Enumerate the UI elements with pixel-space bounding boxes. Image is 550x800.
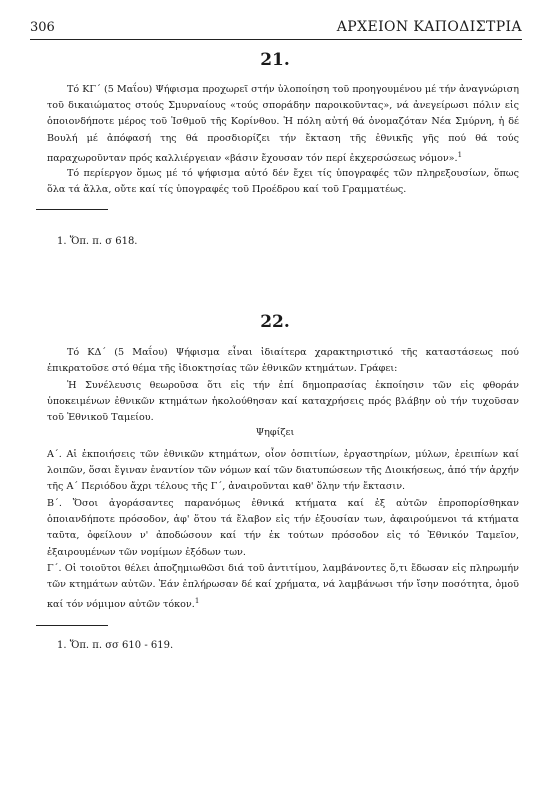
document-21-number: 21.	[260, 50, 290, 70]
decrees-heading: Ψηφίζει	[255, 427, 295, 438]
footnote-marker: 1	[457, 150, 463, 159]
document-21-footnote: 1. Ὅπ. π. σ 618.	[57, 236, 138, 247]
footnote-marker: 1	[194, 597, 200, 606]
item-a: Α΄. Αἱ ἐκποιήσεις τῶν ἐθνικῶν κτημάτων, οἷον ὀσπιτίων, ἐργαστηρίων, μύλων, ἐρειπίων καί λοιπῶν, ὅσαι ἔγιναν ἐναντίον τῶν νόμων καί τῶν διατυπώσεων τῆς Διοικήσεως, ἀπό τήν ἀρχήν τῆς Α΄ Περιόδου ἄχρι τέλους τῆς Γ΄, ἀναιροῦνται καθ' ὅλην τήν ἔκτασιν.	[47, 449, 519, 493]
item-c-text: Γ΄. Οἱ τοιοῦτοι θέλει ἀποζημιωθῶσι διά τοῦ ἀντιτίμου, λαμβάνοντες ὅ,τι ἔδωσαν εἰς πληρωμήν τῶν κτημάτων αὐτῶν. Ἐάν ἐπλήρωσαν δέ καί χρήματα, νά λαμβάνωσι τήν ἴσην ποσότητα, ὁμοῦ καί τόν νόμιμον αὐτῶν τόκον.	[47, 563, 519, 611]
item-c	[47, 561, 519, 614]
footnote-rule	[36, 209, 108, 210]
item-b: Β΄. Ὅσοι ἀγοράσαντες παρανόμως ἐθνικά κτήματα καί ἐξ αὐτῶν ἐπροπορίσθηκαν ὁποιανδήποτε πρόσοδον, ἀφ' ὅτου τά ἔλαβον εἰς τήν ἐξουσίαν των, ἀφαιρούμενοι τά κτήματα ταῦτα, ὀφείλουν ν' ἀποδώσουν καί τήν ἐκ τούτων πρόσοδον εἰς τό Ἐθνικόν Ταμεῖον, ἐξαιρουμένων τῶν νομίμων ἐξόδων των.	[47, 498, 519, 558]
document-21-paragraph-1	[47, 82, 519, 167]
document-22-footnote: 1. Ὅπ. π. σσ 610 - 619.	[57, 640, 174, 651]
document-21-paragraph-1-text: Τό ΚΓ΄ (5 Μαΐου) Ψήφισμα προχωρεῖ στήν ὑλοποίηση τοῦ προηγουμένου μέ τήν ἀναγνώριση τοῦ δικαιώματος στούς Σμυρναίους «τούς σποράδην παροικοῦντας», νά ἀνεγείρωσι πόλιν εἰς ὁποιονδήποτε μέρος τοῦ Ἰσθμοῦ τῆς Κορίνθου. Ἡ πόλη αὐτή θά ὀνομαζόταν Νέα Σμύρνη, ἡ δέ Βουλή μέ ἀπόφασή της θά προσδιορίζει τήν ἔκταση τῆς ἐθνικῆς γῆς πού θά τούς παραχωροῦνταν πρός καλλιέργειαν «βάσιν ἔχουσαν τόν περί ἐκχερσώσεως νόμον».	[47, 84, 519, 164]
document-21-paragraph-2: Τό περίεργον ὅμως μέ τό ψήφισμα αὐτό δέν ἔχει τίς ὑπογραφές τῶν πληρεξουσίων, ὅπως ὅλα τά ἄλλα, οὔτε καί τίς ὑπογραφές τοῦ Προέδρου καί τοῦ Γραμματέως.	[47, 168, 519, 196]
page-number: 306	[30, 20, 55, 35]
footnote-rule	[36, 625, 108, 626]
document-22-number: 22.	[260, 312, 290, 332]
document-22-intro: Τό ΚΔ΄ (5 Μαΐου) Ψήφισμα εἶναι ἰδιαίτερα χαρακτηριστικό τῆς καταστάσεως πού ἐπικρατοῦσε στό θέμα τῆς ἰδιοκτησίας τῶν ἐθνικῶν κτημάτων. Γράφει:	[47, 347, 519, 375]
document-22-quote: Ἡ Συνέλευσις θεωροῦσα ὅτι εἰς τήν ἐπί δημοπρασίας ἐκποίησιν τῶν εἰς φθοράν ὑποκειμένων ἐθνικῶν κτημάτων ἠκολούθησαν καί καταχρήσεις πρός βλάβην οὐ τήν τυχοῦσαν τοῦ Ἐθνικοῦ Ταμείου.	[47, 380, 519, 424]
running-header	[30, 14, 522, 40]
running-title: ΑΡΧΕΙΟΝ ΚΑΠΟΔΙΣΤΡΙΑ	[336, 19, 522, 35]
